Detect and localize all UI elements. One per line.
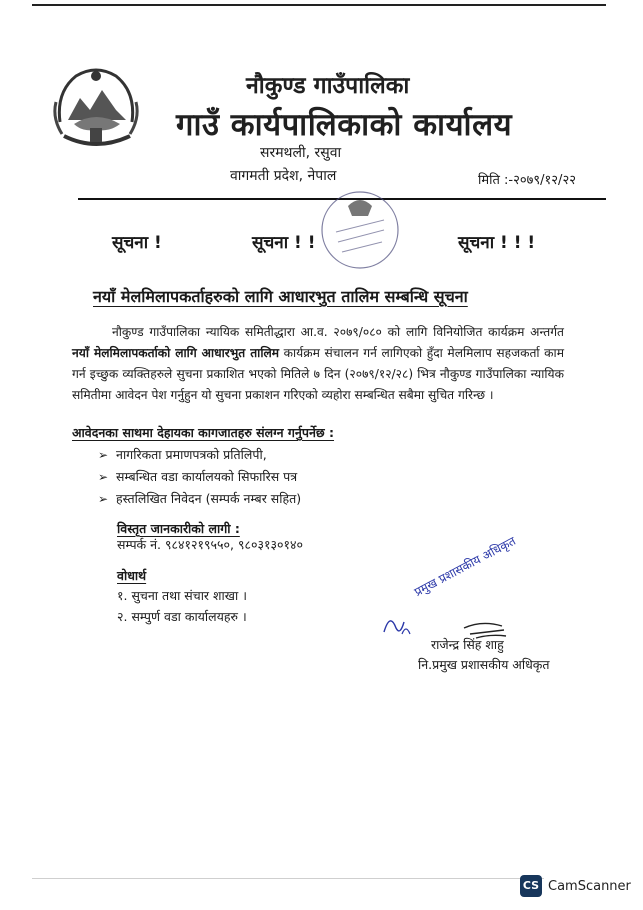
bottom-border-line <box>32 878 544 879</box>
body-part-1: नौकुण्ड गाउँपालिका न्यायिक समितीद्धारा आ.व. २०७९/०८० को लागि विनियोजित कार्यक्रम अन्तर्गत <box>112 325 564 339</box>
list-item: २. सम्पुर्ण वडा कार्यालयहरु । <box>117 609 247 624</box>
body-highlight: नयाँ मेलमिलापकर्ताको लागि आधारभुत तालिम <box>72 346 280 360</box>
attachment-item-text: नागरिकता प्रमाणपत्रको प्रतिलिपी, <box>116 447 267 462</box>
list-item <box>98 466 301 488</box>
list-item: १. सुचना तथा संचार शाखा । <box>117 588 247 603</box>
notice-label-3: सूचना ! ! ! <box>458 233 536 253</box>
camscanner-label: CamScanner <box>548 879 631 894</box>
top-border-line <box>32 4 606 6</box>
contact-numbers: सम्पर्क नं. ९८४१२१९५५०, ९८०३१३०१४० <box>117 537 303 552</box>
attachment-item-text: सम्बन्धित वडा कार्यालयको सिफारिस पत्र <box>116 469 298 484</box>
list-item <box>98 444 301 466</box>
nepal-emblem-icon <box>50 62 142 158</box>
notice-subject: नयाँ मेलमिलापकर्ताहरुको लागि आधारभुत तालिम सम्बन्धि सूचना <box>93 287 468 306</box>
list-item <box>98 488 301 510</box>
office-stamp-icon <box>318 186 402 272</box>
address-line-2: वागमती प्रदेश, नेपाल <box>230 168 337 184</box>
signer-name: राजेन्द्र सिंह शाहु <box>431 637 504 652</box>
bodharth-list <box>117 585 247 627</box>
bodharth-heading: वोधार्थ <box>117 568 147 583</box>
camscanner-logo-icon: CS <box>520 875 542 897</box>
signer-title: नि.प्रमुख प्रशासकीय अधिकृत <box>418 657 550 672</box>
info-heading: विस्तृत जानकारीको लागी : <box>117 521 240 536</box>
document-date: मिति :-२०७९/१२/२२ <box>478 173 576 188</box>
attachment-item-text: हस्तलिखित निवेदन (सम्पर्क नम्बर सहित) <box>116 491 302 506</box>
arrow-bullet-icon: ➢ <box>98 492 109 506</box>
notice-body <box>72 322 564 406</box>
office-name: गाउँ कार्यपालिकाको कार्यालय <box>176 107 513 143</box>
attachments-heading: आवेदनका साथमा देहायका कागजातहरु संलग्न गर्नुपर्नेछ : <box>72 425 335 440</box>
notice-label-2: सूचना ! ! <box>252 233 316 253</box>
address-line-1: सरमथली, रसुवा <box>260 145 342 161</box>
notice-label-1: सूचना ! <box>112 233 162 253</box>
body-part-2: कार्यक्रम संचालन गर्न लागिएको हुँदा मेलमिलाप सहजकर्ता काम गर्न इच्छुक व्यक्तिहरुले सुचना प्रकाशित भएको मितिले ७ दिन (२०७९/१२/२८) भित्र नौकुण्ड गाउँपालिका न्यायिक समितीमा आवेदन पेश गर्नुहुन यो सुचना प्रकाशन गरिएको व्यहोरा सम्बन्धित सबैमा सुचित गरिन्छ । <box>72 346 564 402</box>
signature-stamp-text: प्रमुख प्रशासकीय अधिकृत <box>411 533 518 600</box>
municipality-name: नौकुण्ड गाउँपालिका <box>246 73 410 99</box>
attachments-list <box>98 444 301 510</box>
arrow-bullet-icon: ➢ <box>98 470 109 484</box>
arrow-bullet-icon: ➢ <box>98 448 109 462</box>
